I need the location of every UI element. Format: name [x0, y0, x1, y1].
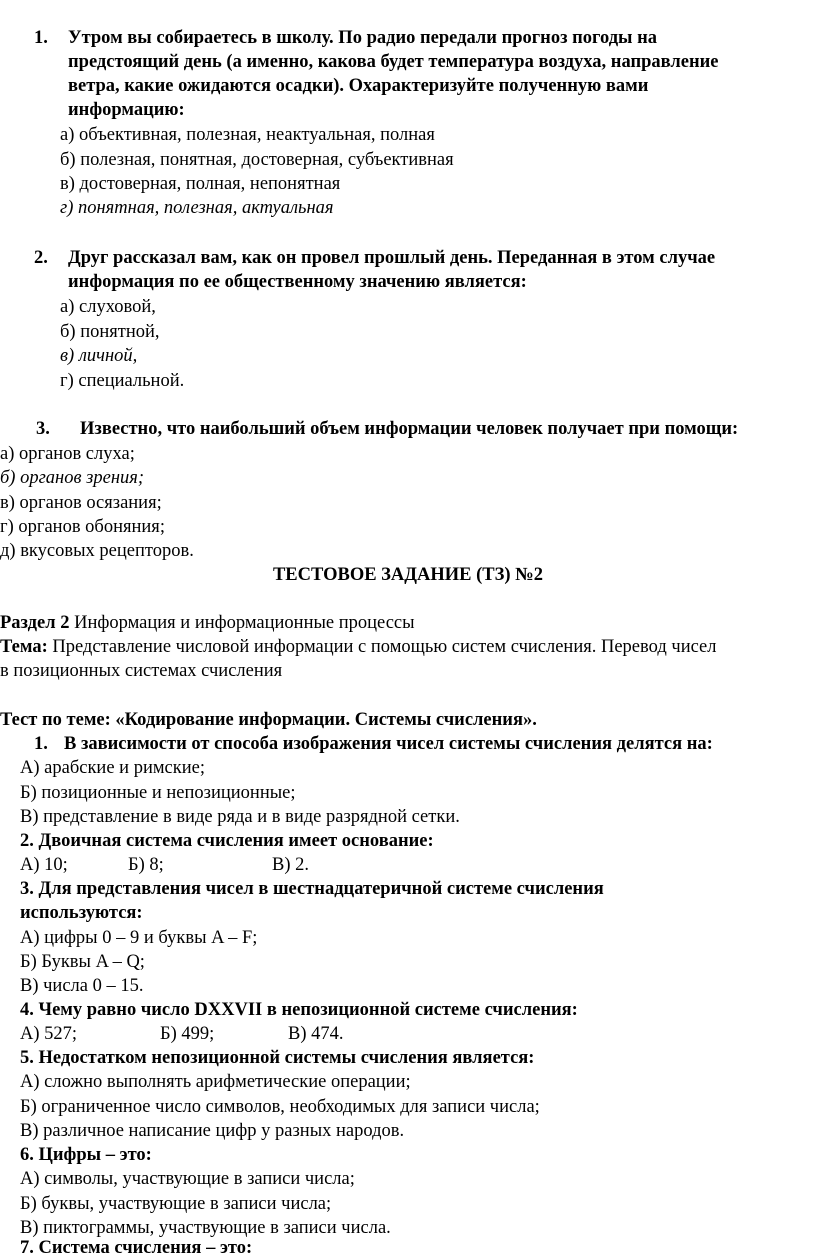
q3-text: Известно, что наибольший объем информации человек получает при помощи: [80, 419, 739, 439]
p2-q2-option-a: А) 10; [20, 855, 68, 875]
p2-q4-option-c: В) 474. [288, 1024, 344, 1044]
q3-option-b: б) органов зрения; [0, 468, 145, 488]
q2-option-d: г) специальной. [60, 371, 185, 391]
p2-q4-option-a: А) 527; [20, 1024, 78, 1044]
q2-text-line-2: информация по ее общественному значению является: [68, 272, 527, 292]
p2-q2-option-c: В) 2. [272, 855, 309, 875]
q1-text-line-4: информацию: [68, 100, 185, 120]
p2-q7-text: 7. Система счисления – это: [20, 1238, 253, 1258]
topic-line-2: в позиционных системах счисления [0, 661, 283, 681]
p2-q1-option-a: А) арабские и римские; [20, 758, 205, 778]
q1-text-line-1: Утром вы собираетесь в школу. По радио передали прогноз погоды на [68, 28, 658, 48]
q2-option-b: б) понятной, [60, 322, 160, 342]
q2-option-c: в) личной, [60, 346, 138, 366]
p2-q1-option-b: Б) позиционные и непозиционные; [20, 783, 296, 803]
p2-q1-number: 1. [34, 734, 48, 754]
section-label: Раздел 2 [0, 613, 70, 633]
topic-text-1: Представление числовой информации с помощью систем счисления. Перевод чисел [47, 637, 717, 657]
p2-q1-option-c: В) представление в виде ряда и в виде разрядной сетки. [20, 807, 460, 827]
p2-q5-text: 5. Недостатком непозиционной системы счисления является: [20, 1048, 535, 1068]
test-title: Тест по теме: «Кодирование информации. Системы счисления». [0, 710, 537, 730]
q1-option-c: в) достоверная, полная, непонятная [60, 174, 341, 194]
p2-q5-option-b: Б) ограниченное число символов, необходимых для записи числа; [20, 1097, 540, 1117]
p2-q5-option-a: А) сложно выполнять арифметические операции; [20, 1072, 411, 1092]
q1-option-a: а) объективная, полезная, неактуальная, полная [60, 125, 435, 145]
p2-q6-option-a: А) символы, участвующие в записи числа; [20, 1169, 355, 1189]
topic-line-1 [0, 635, 716, 659]
p2-q2-text: 2. Двоичная система счисления имеет основание: [20, 831, 434, 851]
q1-option-b: б) полезная, понятная, достоверная, субъективная [60, 150, 454, 170]
p2-q1-text: В зависимости от способа изображения чисел системы счисления делятся на: [64, 734, 713, 754]
section-text: Информация и информационные процессы [69, 613, 415, 633]
p2-q4-option-b: Б) 499; [160, 1024, 215, 1044]
p2-q3-option-b: Б) Буквы A – Q; [20, 952, 145, 972]
p2-q3-text-line-1: 3. Для представления чисел в шестнадцатеричной системе счисления [20, 879, 604, 899]
q2-text-line-1: Друг рассказал вам, как он провел прошлый день. Переданная в этом случае [68, 248, 716, 268]
q2-number: 2. [34, 248, 48, 268]
q1-text-line-2: предстоящий день (а именно, какова будет температура воздуха, направление [68, 52, 719, 72]
q3-option-a: а) органов слуха; [0, 444, 135, 464]
q3-option-e: д) вкусовых рецепторов. [0, 541, 194, 561]
q1-option-d: г) понятная, полезная, актуальная [60, 198, 334, 218]
p2-q3-option-a: А) цифры 0 – 9 и буквы A – F; [20, 928, 258, 948]
topic-label: Тема: [0, 637, 48, 657]
test-heading: ТЕСТОВОЕ ЗАДАНИЕ (ТЗ) №2 [272, 565, 544, 585]
q2-option-a: а) слуховой, [60, 297, 156, 317]
q3-option-d: г) органов обоняния; [0, 517, 165, 537]
p2-q2-option-b: Б) 8; [128, 855, 164, 875]
p2-q5-option-c: В) различное написание цифр у разных народов. [20, 1121, 405, 1141]
p2-q6-option-c: В) пиктограммы, участвующие в записи числа. [20, 1218, 391, 1238]
q3-option-c: в) органов осязания; [0, 493, 162, 513]
p2-q6-text: 6. Цифры – это: [20, 1145, 152, 1165]
p2-q4-text: 4. Чему равно число DXXVII в непозиционной системе счисления: [20, 1000, 578, 1020]
p2-q3-option-c: В) числа 0 – 15. [20, 976, 144, 996]
p2-q3-text-line-2: используются: [20, 903, 143, 923]
q1-number: 1. [34, 28, 48, 48]
p2-q6-option-b: Б) буквы, участвующие в записи числа; [20, 1194, 332, 1214]
q1-text-line-3: ветра, какие ожидаются осадки). Охарактеризуйте полученную вами [68, 76, 649, 96]
q3-number: 3. [36, 419, 50, 439]
section-line [0, 611, 415, 635]
